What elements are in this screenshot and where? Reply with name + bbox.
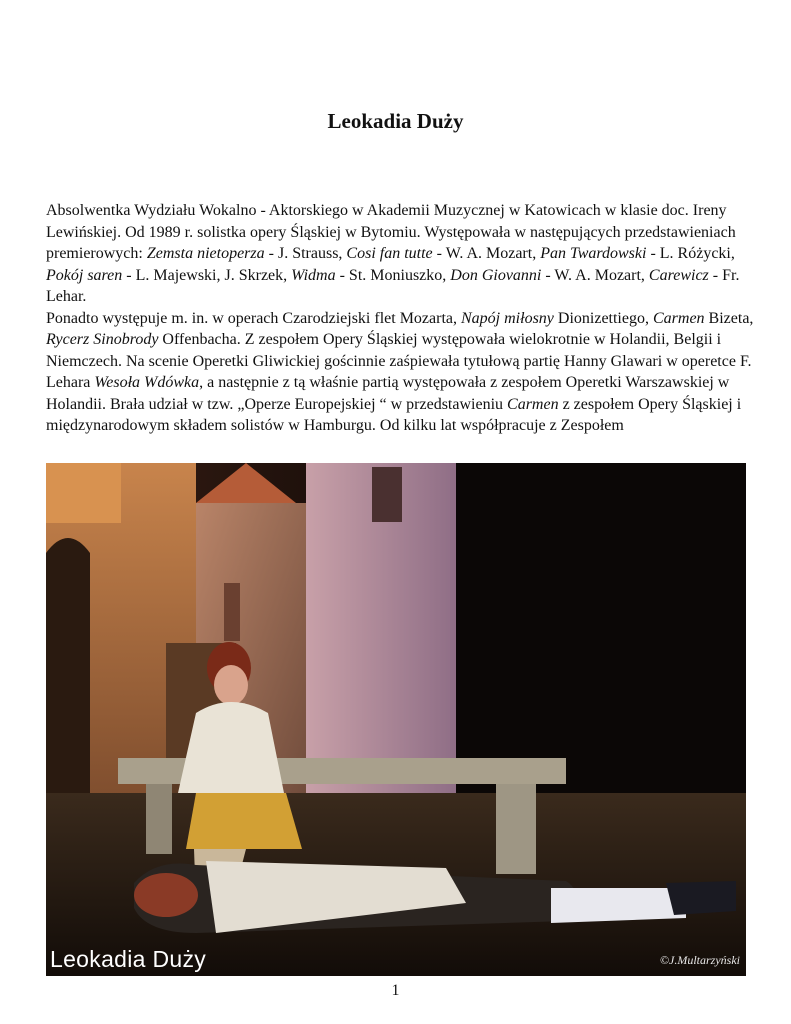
bio-paragraph-2 bbox=[46, 308, 758, 437]
work-title: Cosi fan tutte bbox=[346, 245, 433, 262]
text-run: - L. Majewski, J. Skrzek, bbox=[122, 266, 292, 284]
work-title: Napój miłosny bbox=[461, 309, 554, 327]
text-run: - W. A. Mozart, bbox=[432, 245, 541, 262]
work-title: Widma bbox=[291, 266, 336, 284]
bio-paragraph-1 bbox=[46, 200, 758, 308]
work-title: Carmen bbox=[652, 309, 705, 327]
photo-caption: Leokadia Duży bbox=[50, 946, 207, 972]
page-title: Leokadia Duży bbox=[327, 109, 464, 133]
text-run: Ponadto występuje m. in. w operach Czarodziejski flet Mozarta, bbox=[46, 309, 461, 327]
text-run: , a następnie z tą właśnie partią występowała z zespołem Operetki Warszawskiej w Holandii. Brała udział w tzw. „Operze Europejskiej “ w przedstawieniu bbox=[46, 374, 730, 413]
work-title: Wesoła Wdówka bbox=[94, 374, 200, 391]
work-title: Pan Twardowski bbox=[540, 245, 647, 262]
text-run: Dionizettiego, bbox=[553, 309, 653, 327]
text-run: - W. A. Mozart, bbox=[541, 266, 649, 284]
text-run: - Fr. Lehar. bbox=[46, 266, 740, 305]
work-title: Zemsta nietoperza bbox=[146, 245, 265, 262]
text-run: - St. Moniuszko, bbox=[335, 266, 451, 284]
text-run: Absolwentka Wydziału Wokalno - Aktorskiego w Akademii Muzycznej w Katowicach w klasie doc. Ireny Lewińskiej. Od 1989 r. solistka opery Śląskiej w Bytomiu. Występowała w następujących przedstawieniach premierowych: bbox=[46, 202, 736, 262]
text-run: Bizeta, bbox=[704, 309, 754, 327]
text-run: z zespołem Opery Śląskiej i międzynarodowym składem solistów w Hamburgu. Od kilku lat współpracuje z Zespołem bbox=[46, 395, 742, 434]
work-title: Rycerz Sinobrody bbox=[46, 331, 159, 348]
text-run: - J. Strauss, bbox=[264, 245, 347, 262]
page-number: 1 bbox=[391, 982, 400, 999]
biography-text bbox=[46, 200, 758, 437]
photo-credit: ©J.Multarzyński bbox=[659, 953, 740, 967]
work-title: Pokój saren bbox=[46, 266, 123, 284]
work-title: Don Giovanni bbox=[450, 266, 542, 284]
work-title: Carmen bbox=[507, 395, 559, 413]
stage-photo-illustration bbox=[46, 463, 746, 976]
text-run: - L. Różycki, bbox=[646, 245, 735, 262]
text-run: Offenbacha. Z zespołem Opery Śląskiej występowała wielokrotnie w Holandii, Belgii i Niemczech. Na scenie Operetki Gliwickiej gościnnie zaśpiewała tytułową partię Hanny Glawari w operetce F. Lehara bbox=[46, 331, 752, 391]
stage-photo bbox=[46, 463, 746, 976]
work-title: Carewicz bbox=[648, 266, 709, 284]
